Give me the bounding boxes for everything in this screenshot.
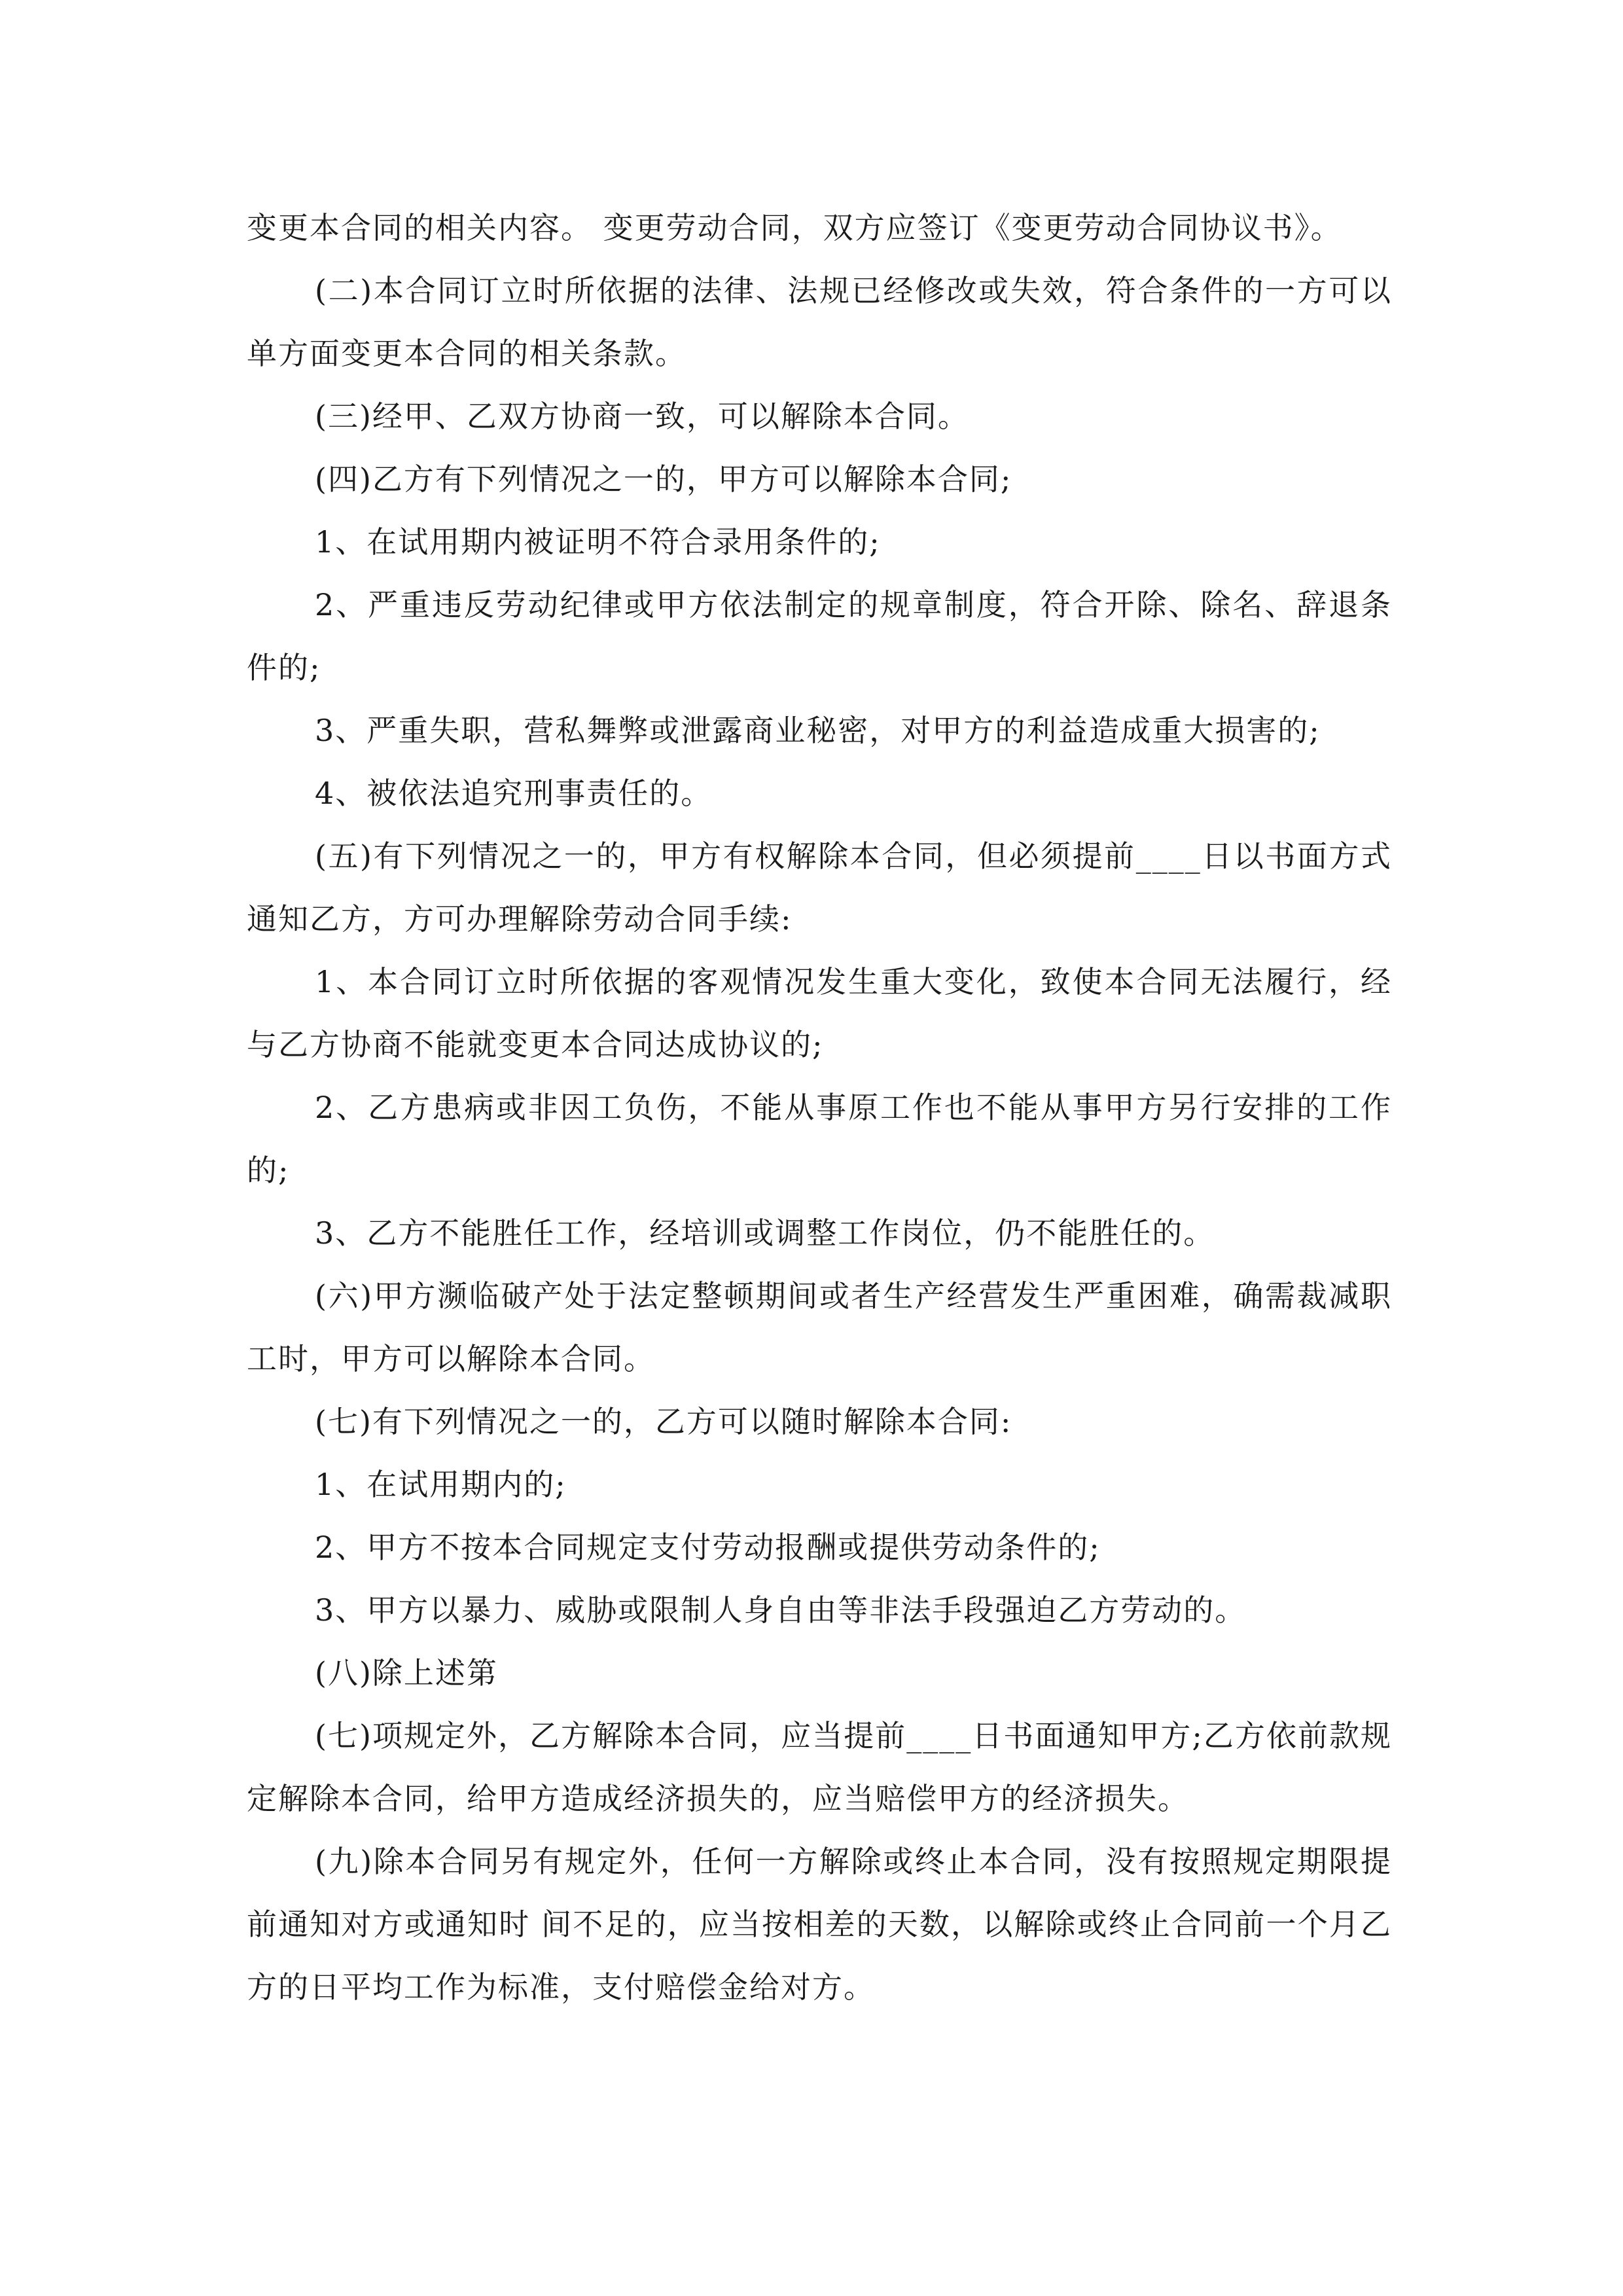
paragraph-8-heading: (八)除上述第 [315, 1655, 498, 1691]
paragraph-3-mutual-termination: (三)经甲、乙双方协商一致，可以解除本合同。 [315, 399, 969, 434]
document-page [247, 196, 1392, 2018]
list-item-7-2: 2、甲方不按本合同规定支付劳动报酬或提供劳动条件的; [315, 1530, 1101, 1565]
list-item-5-1: 1、本合同订立时所依据的客观情况发生重大变化，致使本合同无法履行，经与乙方协商不能就变更本合同达成协议的; [247, 964, 1392, 1062]
list-item-5-3: 3、乙方不能胜任工作，经培训或调整工作岗位，仍不能胜任的。 [315, 1215, 1215, 1251]
list-item-4-4: 4、被依法追究刑事责任的。 [315, 776, 713, 811]
paragraph-8-employee-notice: (七)项规定外，乙方解除本合同，应当提前____日书面通知甲方;乙方依前款规定解除本合同，给甲方造成经济损失的，应当赔偿甲方的经济损失。 [247, 1718, 1392, 1816]
list-item-4-3: 3、严重失职，营私舞弊或泄露商业秘密，对甲方的利益造成重大损害的; [315, 713, 1321, 748]
list-item-7-3: 3、甲方以暴力、威胁或限制人身自由等非法手段强迫乙方劳动的。 [315, 1592, 1247, 1628]
paragraph-4-employer-termination: (四)乙方有下列情况之一的，甲方可以解除本合同; [315, 461, 1012, 497]
list-item-4-1: 1、在试用期内被证明不符合录用条件的; [315, 524, 881, 560]
paragraph-2-law-change: (二)本合同订立时所依据的法律、法规已经修改或失效，符合条件的一方可以单方面变更本合同的相关条款。 [247, 273, 1392, 371]
paragraph-9-compensation: (九)除本合同另有规定外，任何一方解除或终止本合同，没有按照规定期限提前通知对方或通知时 间不足的，应当按相差的天数，以解除或终止合同前一个月乙方的日平均工作为标准，支付赔偿金给对方。 [247, 1844, 1392, 2005]
list-item-4-2: 2、严重违反劳动纪律或甲方依法制定的规章制度，符合开除、除名、辞退条件的; [247, 587, 1392, 685]
paragraph-5-notice-termination: (五)有下列情况之一的，甲方有权解除本合同，但必须提前____日以书面方式通知乙方，方可办理解除劳动合同手续: [247, 838, 1392, 937]
list-item-5-2: 2、乙方患病或非因工负伤，不能从事原工作也不能从事甲方另行安排的工作的; [247, 1090, 1392, 1188]
list-item-7-1: 1、在试用期内的; [315, 1467, 567, 1502]
paragraph-6-bankruptcy: (六)甲方濒临破产处于法定整顿期间或者生产经营发生严重困难，确需裁减职工时，甲方可以解除本合同。 [247, 1278, 1392, 1376]
paragraph-7-employee-termination: (七)有下列情况之一的，乙方可以随时解除本合同: [315, 1404, 1012, 1439]
paragraph-change-content: 变更本合同的相关内容。 变更劳动合同，双方应签订《变更劳动合同协议书》。 [247, 210, 1342, 245]
